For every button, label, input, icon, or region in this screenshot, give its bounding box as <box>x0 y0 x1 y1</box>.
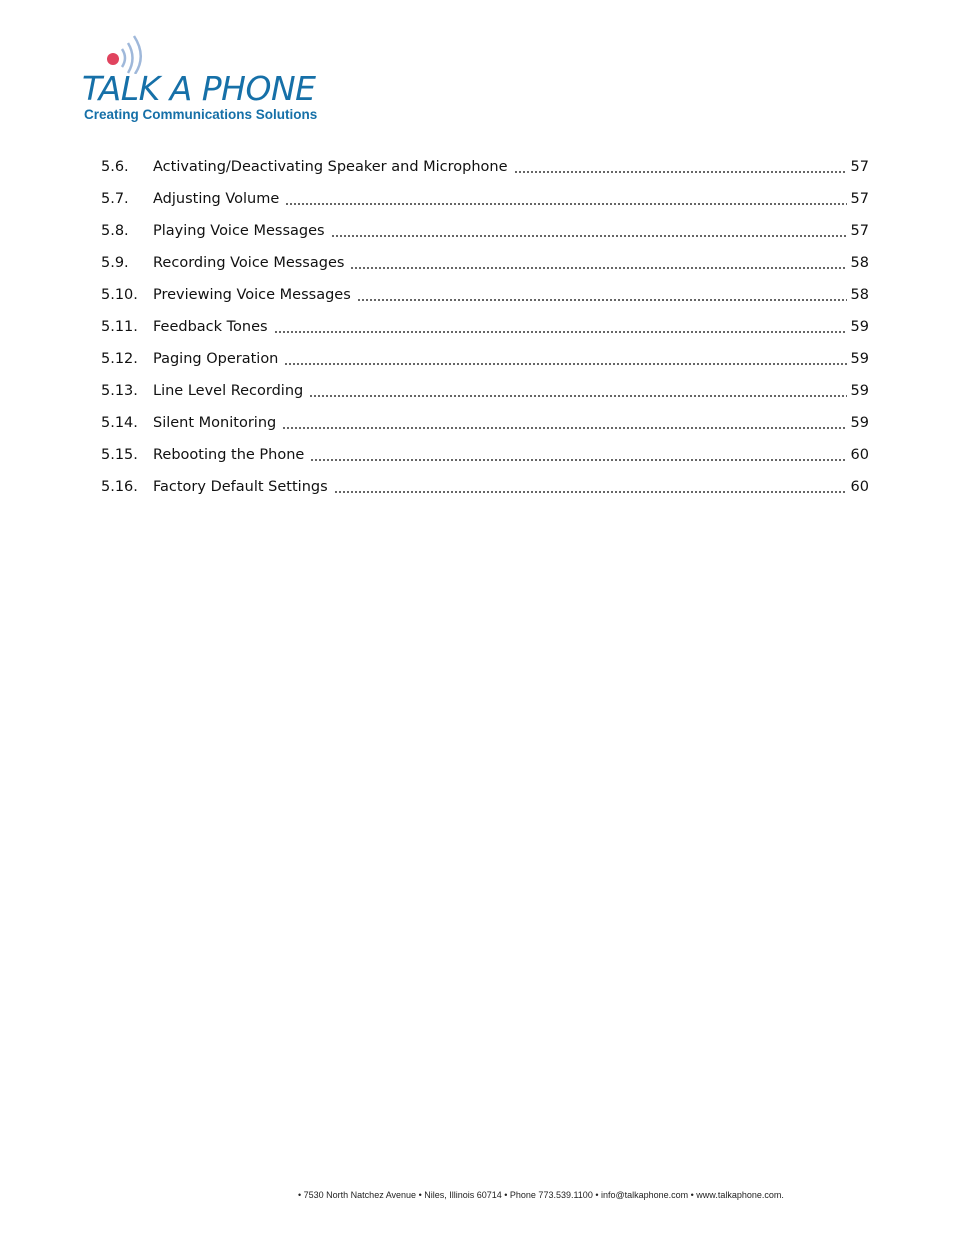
toc-entry-number: 5.10. <box>101 287 138 303</box>
toc-dot-leader <box>282 418 846 432</box>
toc-entry[interactable] <box>101 151 869 183</box>
toc-entry-title: Playing Voice Messages <box>153 223 325 239</box>
toc-dot-leader <box>334 482 847 496</box>
toc-entry-title: Silent Monitoring <box>153 415 277 431</box>
toc-entry[interactable] <box>101 375 869 407</box>
toc-entry-title: Feedback Tones <box>153 319 268 335</box>
company-logo <box>82 32 357 124</box>
toc-entry-title: Factory Default Settings <box>153 479 328 495</box>
toc-entry-page: 59 <box>850 319 869 335</box>
toc-entry[interactable] <box>101 215 869 247</box>
toc-entry-title: Paging Operation <box>153 351 279 367</box>
toc-entry-page: 60 <box>850 479 869 495</box>
toc-entry[interactable] <box>101 183 869 215</box>
toc-entry-number: 5.12. <box>101 351 138 367</box>
toc-dot-leader <box>514 162 847 176</box>
toc-entry-page: 59 <box>850 383 869 399</box>
toc-entry-number: 5.13. <box>101 383 138 399</box>
toc-entry-title: Adjusting Volume <box>153 191 280 207</box>
toc-entry[interactable] <box>101 247 869 279</box>
toc-entry-page: 57 <box>850 191 869 207</box>
toc-dot-leader <box>350 258 846 272</box>
toc-entry-number: 5.16. <box>101 479 138 495</box>
logo-title: TALK A PHONE <box>82 69 316 108</box>
toc-entry-number: 5.7. <box>101 191 129 207</box>
toc-entry-title: Line Level Recording <box>153 383 304 399</box>
toc-entry-page: 57 <box>850 159 869 175</box>
toc-entry-page: 59 <box>850 415 869 431</box>
toc-entry-number: 5.9. <box>101 255 129 271</box>
toc-entry-page: 58 <box>850 287 869 303</box>
toc-entry-page: 57 <box>850 223 869 239</box>
toc-entry-page: 58 <box>850 255 869 271</box>
toc-entry-number: 5.14. <box>101 415 138 431</box>
footer-contact-info: • 7530 North Natchez Avenue • Niles, Illinois 60714 • Phone 773.539.1100 • info@talkaphone.com • www.talkaphone.com. <box>298 1190 784 1200</box>
toc-dot-leader <box>310 450 846 464</box>
table-of-contents <box>101 151 869 503</box>
toc-dot-leader <box>331 226 847 240</box>
toc-entry-number: 5.6. <box>101 159 129 175</box>
logo-tagline: Creating Communications Solutions <box>84 107 318 122</box>
toc-dot-leader <box>285 194 846 208</box>
toc-dot-leader <box>284 354 846 368</box>
toc-entry[interactable] <box>101 279 869 311</box>
toc-entry-number: 5.8. <box>101 223 129 239</box>
toc-entry-page: 60 <box>850 447 869 463</box>
toc-entry-page: 59 <box>850 351 869 367</box>
toc-entry-number: 5.11. <box>101 319 138 335</box>
toc-entry-number: 5.15. <box>101 447 138 463</box>
toc-entry[interactable] <box>101 439 869 471</box>
toc-dot-leader <box>309 386 846 400</box>
toc-entry-title: Recording Voice Messages <box>153 255 345 271</box>
toc-entry[interactable] <box>101 311 869 343</box>
toc-dot-leader <box>357 290 847 304</box>
toc-entry[interactable] <box>101 343 869 375</box>
toc-entry-title: Rebooting the Phone <box>153 447 305 463</box>
toc-dot-leader <box>274 322 847 336</box>
signal-waves-icon <box>102 32 152 74</box>
toc-entry[interactable] <box>101 407 869 439</box>
toc-entry-title: Activating/Deactivating Speaker and Microphone <box>153 159 508 175</box>
toc-entry-title: Previewing Voice Messages <box>153 287 351 303</box>
toc-entry[interactable] <box>101 471 869 503</box>
